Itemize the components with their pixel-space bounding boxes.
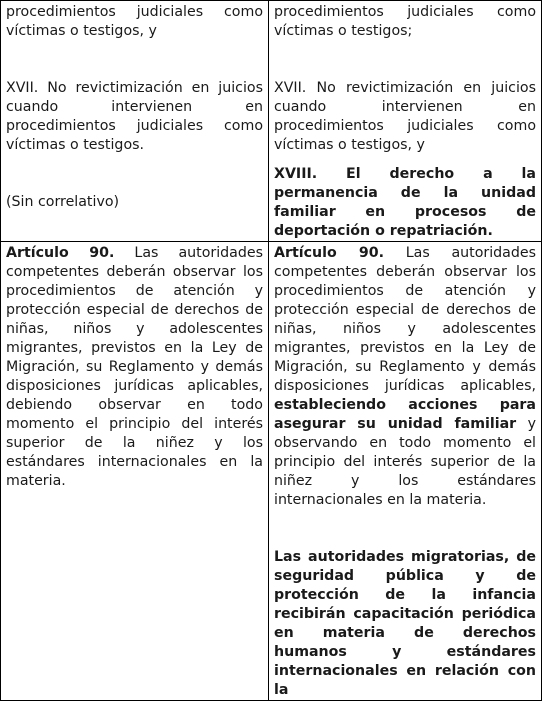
table-row: [1, 242, 542, 701]
article-body: y observando en todo momento el principio del interés superior de la niñez y los estándares internacionales en la materia.: [274, 416, 536, 508]
paragraph-capacitacion: [274, 548, 536, 700]
bold-text: XVIII. El derecho a la permanencia de la unidad familiar en procesos de deportación o repatriación.: [274, 166, 536, 239]
bold-text: estableciendo acciones para asegurar su unidad familiar: [274, 397, 536, 432]
left-cell-fraction-xvii: [1, 1, 269, 242]
paragraph-fraction-xvii: XVII. No revictimización en juicios cuando intervienen en procedimientos judiciales como víctimas o testigos.: [6, 80, 263, 153]
paragraph-fraction-xviii: [274, 165, 536, 241]
article-body: Las autoridades competentes deberán observar los procedimientos de atención y protección especial de derechos de niñas, niños y adolescentes migrantes, previstos en la Ley de Migración, su Reglamento y demás disposiciones jurídicas aplicables,: [274, 245, 536, 394]
paragraph-fraction-xvii: XVII. No revictimización en juicios cuando intervienen en procedimientos judiciales como víctimas o testigos, y: [274, 80, 536, 153]
table-row: [1, 1, 542, 242]
article-heading: Artículo 90.: [274, 245, 385, 261]
right-cell-articulo-90: [269, 242, 542, 701]
article-body: Las autoridades competentes deberán observar los procedimientos de atención y protección especial de derechos de niñas, niños y adolescentes migrantes, previstos en la Ley de Migración, su Reglamento y demás disposiciones jurídicas aplicables, debiendo observar en todo momento el principio del interés superior de la niñez y los estándares internacionales en la materia.: [6, 245, 263, 489]
right-cell-fraction-xviii: [269, 1, 542, 242]
article-heading: Artículo 90.: [6, 245, 115, 261]
left-cell-articulo-90: [1, 242, 269, 701]
paragraph: procedimientos judiciales como víctimas o testigos, y: [6, 4, 263, 39]
paragraph-articulo-90: [6, 244, 263, 491]
paragraph-sin-correlativo: (Sin correlativo): [6, 194, 120, 210]
bold-text: Las autoridades migratorias, de seguridad pública y de protección de la infancia recibirán capacitación periódica en materia de derechos humanos y estándares internacionales en relación con la: [274, 549, 536, 698]
paragraph: procedimientos judiciales como víctimas o testigos;: [274, 4, 536, 39]
paragraph-articulo-90: [274, 244, 536, 510]
